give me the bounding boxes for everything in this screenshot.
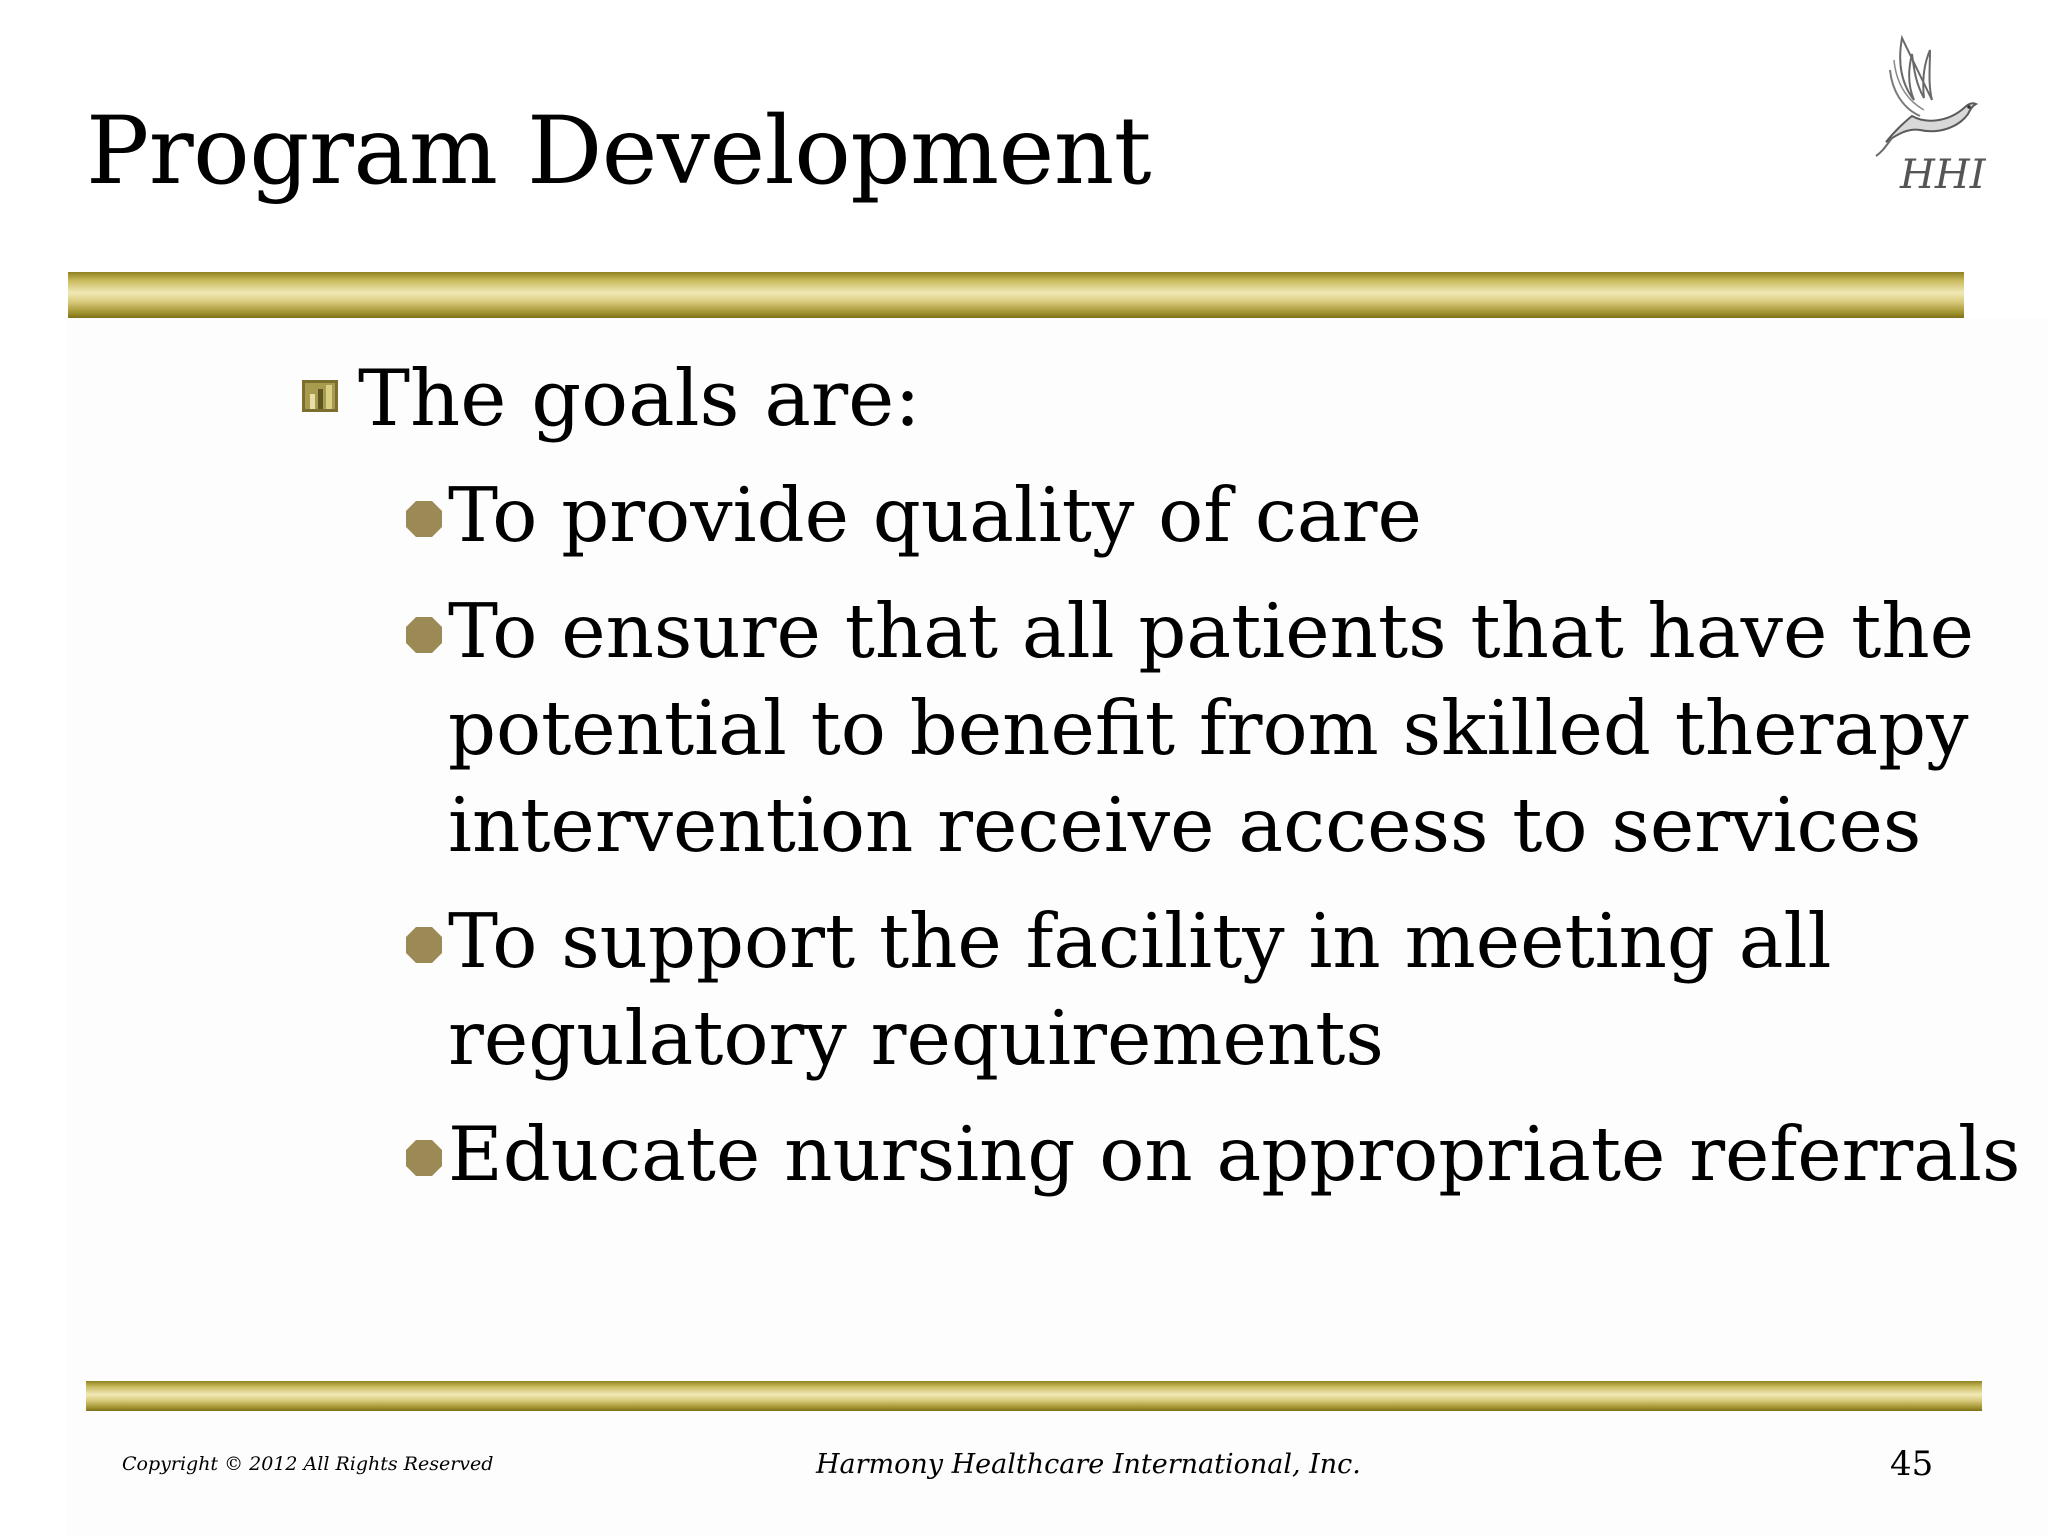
goal-line: regulatory requirements (448, 994, 1384, 1082)
list-item (448, 467, 2008, 564)
company-name: Harmony Healthcare International, Inc. (816, 1449, 1361, 1480)
logo-text: HHI (1900, 152, 1986, 198)
copyright-text: Copyright © 2012 All Rights Reserved (122, 1453, 494, 1475)
goal-line: intervention receive access to services (448, 781, 1922, 869)
octagon-bullet-icon (404, 1138, 444, 1178)
goal-line: Educate nursing on appropriate referrals (448, 1110, 2021, 1198)
square-bullet-icon (302, 380, 338, 412)
bottom-gold-rule (86, 1381, 1982, 1411)
list-item (448, 893, 2008, 1087)
goals-heading: The goals are: (358, 354, 921, 444)
goal-line: To provide quality of care (448, 471, 1422, 559)
goal-line: To ensure that all patients that have the (448, 587, 1975, 675)
top-gold-rule (68, 272, 1964, 318)
octagon-bullet-icon (404, 615, 444, 655)
goal-line: potential to benefit from skilled therapy (448, 684, 1969, 772)
octagon-bullet-icon (404, 925, 444, 965)
dove-logo-icon (1868, 30, 1988, 200)
list-item (448, 583, 2008, 874)
list-item (448, 1106, 2021, 1203)
octagon-bullet-icon (404, 499, 444, 539)
page-number: 45 (1890, 1444, 1934, 1484)
goals-list (448, 467, 2021, 1222)
goal-line: To support the facility in meeting all (448, 897, 1832, 985)
slide-title: Program Development (86, 97, 1152, 206)
